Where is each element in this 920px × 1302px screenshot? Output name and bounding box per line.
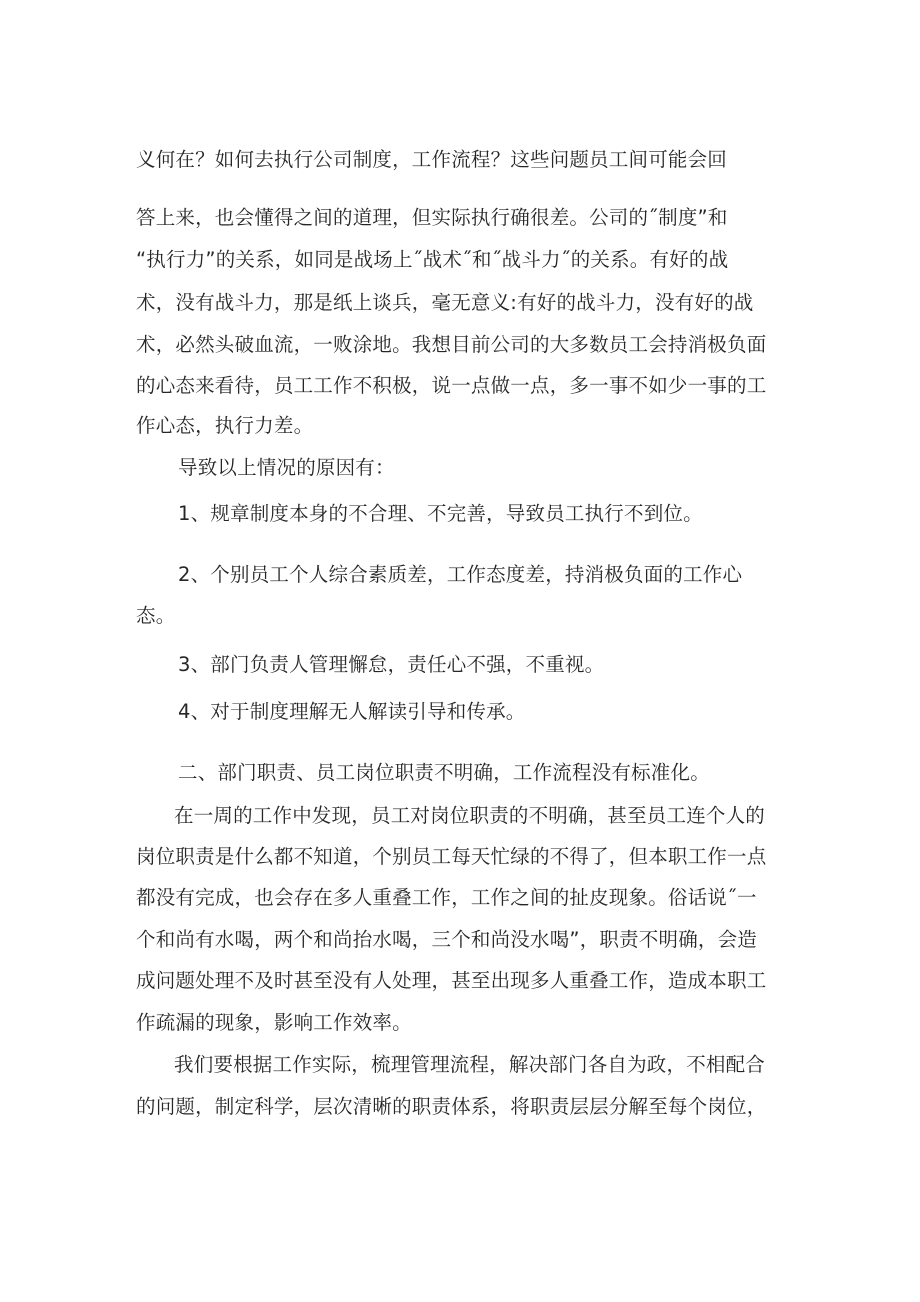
list-item: 4、对于制度理解无人解读引导和传承。: [178, 700, 526, 723]
text-line: 我们要根据工作实际，梳理管理流程，解决部门各自为政，不相配合: [174, 1053, 766, 1076]
list-item: 2、个别员工个人综合素质差，工作态度差，持消极负面的工作心: [178, 563, 743, 586]
text-line: 作心态，执行力差。: [136, 414, 314, 437]
text-line: 答上来，也会懂得之间的道理，但实际执行确很差。公司的˝制度”和: [136, 206, 728, 229]
text-line: 在一周的工作中发现，员工对岗位职责的不明确，甚至员工连个人的: [174, 804, 766, 827]
text-line: “执行力”的关系，如同是战场上˝战术˝和˝战斗力˝的关系。有好的战: [136, 248, 729, 271]
section-heading: 二、部门职责、员工岗位职责不明确，工作流程没有标准化。: [178, 761, 710, 784]
text-line: 作疏漏的现象，影响工作效率。: [136, 1011, 412, 1034]
list-item: 1、规章制度本身的不合理、不完善，导致员工执行不到位。: [178, 502, 703, 525]
text-line: 术，没有战斗力，那是纸上谈兵，毫无意义:有好的战斗力，没有好的战: [136, 291, 754, 314]
text-line: 术，必然头破血流，一败涂地。我想目前公司的大多数员工会持消极负面: [136, 333, 767, 356]
text-line: 的问题，制定科学，层次清晰的职责体系，将职责层层分解至每个岗位，: [136, 1095, 767, 1118]
list-item: 3、部门负责人管理懈怠，责任心不强，不重视。: [178, 653, 605, 676]
text-line: 态。: [136, 604, 176, 627]
text-line: 都没有完成，也会存在多人重叠工作，工作之间的扯皮现象。俗话说˝一: [136, 886, 757, 909]
text-line: 岗位职责是什么都不知道，个别员工每天忙绿的不得了，但本职工作一点: [136, 845, 767, 868]
text-line: 成问题处理不及时甚至没有人处理，甚至出现多人重叠工作，造成本职工: [136, 969, 767, 992]
text-line: 的心态来看待，员工工作不积极，说一点做一点，多一事不如少一事的工: [136, 374, 767, 397]
text-line: 个和尚有水喝，两个和尚抬水喝，三个和尚没水喝”，职责不明确，会造: [136, 928, 758, 951]
text-line: 义何在？如何去执行公司制度，工作流程？这些问题员工间可能会回: [136, 148, 728, 171]
text-line: 导致以上情况的原因有：: [178, 456, 395, 479]
